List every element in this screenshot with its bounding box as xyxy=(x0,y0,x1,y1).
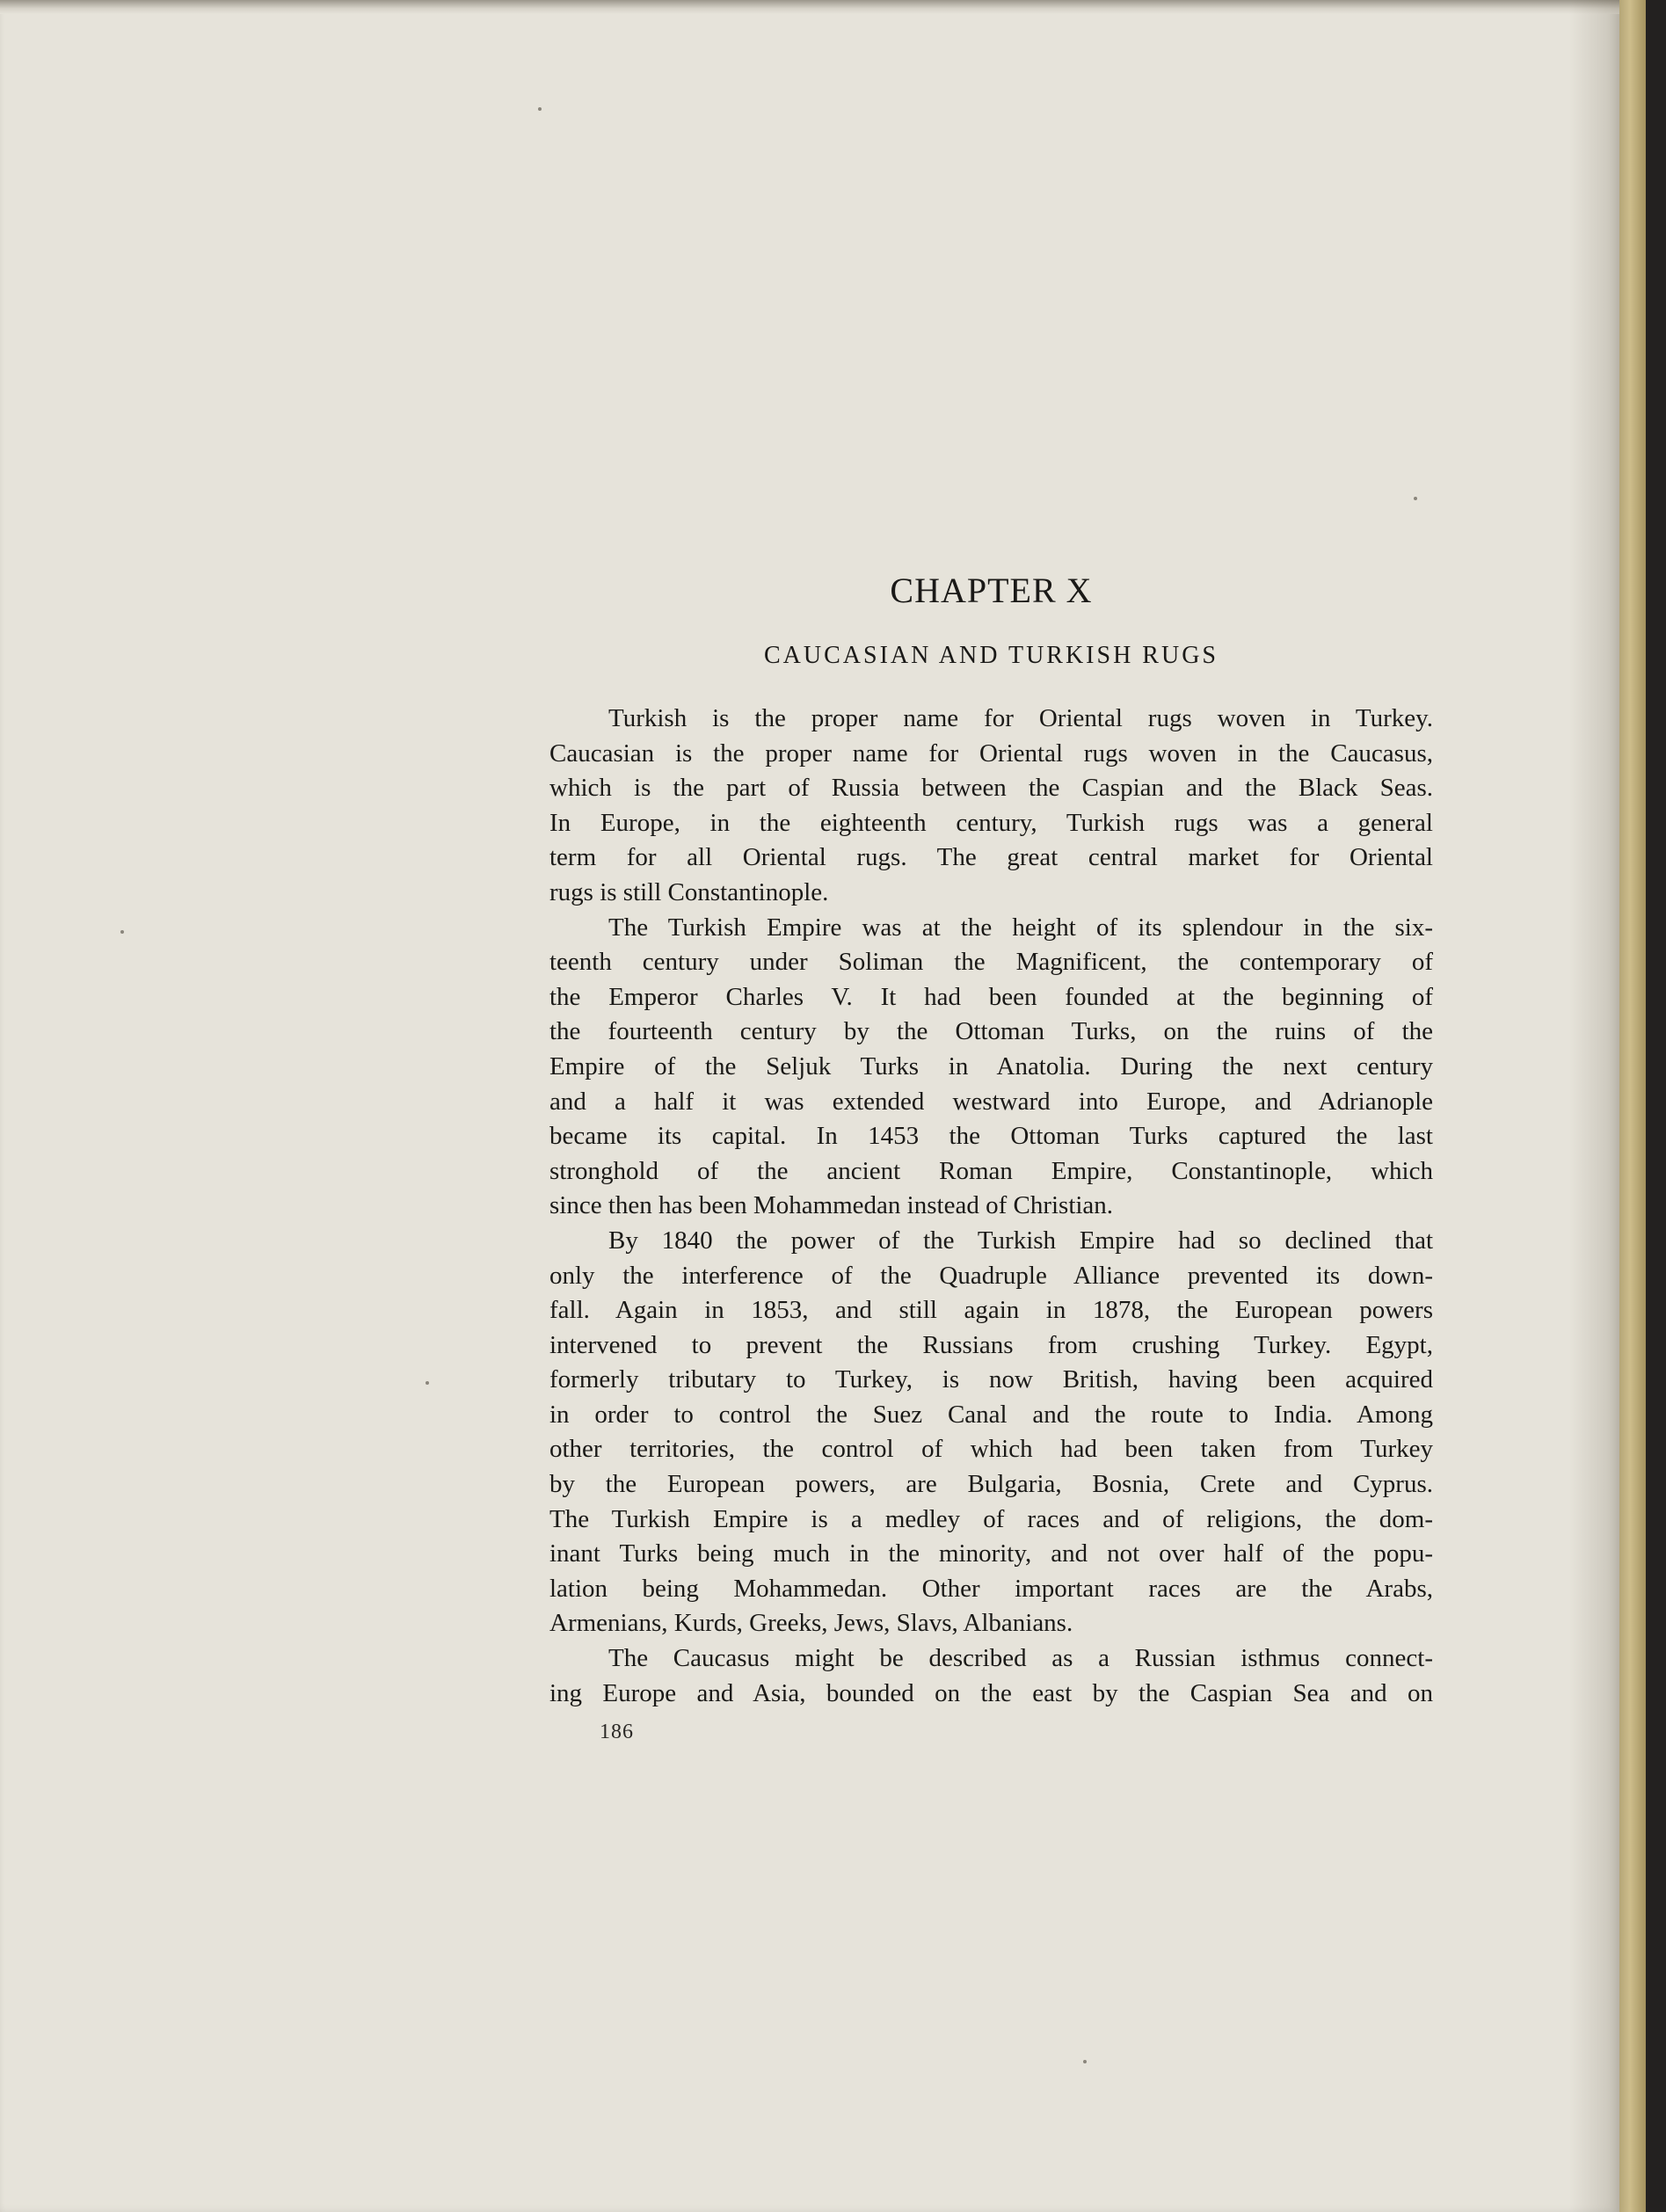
text-line: by the European powers, are Bulgaria, Bosnia, Crete and Cyprus. xyxy=(549,1470,1433,1499)
text-line: stronghold of the ancient Roman Empire, Constantinople, which xyxy=(549,1156,1433,1185)
text-line: The Caucasus might be described as a Russian isthmus connect- xyxy=(608,1644,1433,1673)
page-top-edge xyxy=(0,0,1619,14)
text-line: rugs is still Constantinople. xyxy=(549,877,829,906)
text-line: Turkish is the proper name for Oriental rugs woven in Turkey. xyxy=(608,704,1433,732)
chapter-subtitle: CAUCASIAN AND TURKISH RUGS xyxy=(764,642,1219,669)
text-line: inant Turks being much in the minority, and not over half of the popu- xyxy=(549,1539,1433,1568)
text-line: and a half it was extended westward into Europe, and Adrianople xyxy=(549,1087,1433,1116)
text-line: ing Europe and Asia, bounded on the east by the Caspian Sea and on xyxy=(549,1678,1433,1707)
paper-speck xyxy=(426,1381,429,1385)
paragraph-4 xyxy=(549,1641,1433,1711)
paper-speck xyxy=(120,930,124,934)
text-line: since then has been Mohammedan instead of Christian. xyxy=(549,1191,1114,1220)
paragraph-3 xyxy=(549,1224,1433,1641)
text-line: In Europe, in the eighteenth century, Turkish rugs was a general xyxy=(549,808,1433,837)
paragraph-2 xyxy=(549,911,1433,1224)
text-line: Armenians, Kurds, Greeks, Jews, Slavs, Albanians. xyxy=(549,1609,1073,1638)
text-line: The Turkish Empire is a medley of races and of religions, the dom- xyxy=(549,1504,1433,1533)
book-cover-edge xyxy=(1646,0,1666,2212)
next-page-edge xyxy=(1619,0,1646,2212)
text-line: The Turkish Empire was at the height of its splendour in the six- xyxy=(608,913,1433,942)
text-line: Caucasian is the proper name for Oriental rugs woven in the Caucasus, xyxy=(549,739,1433,768)
text-line: which is the part of Russia between the Caspian and the Black Seas. xyxy=(549,774,1433,803)
paragraph-1 xyxy=(549,702,1433,911)
spine-shadow xyxy=(1569,0,1619,2212)
paper-speck xyxy=(1083,2060,1087,2063)
text-line: intervened to prevent the Russians from crushing Turkey. Egypt, xyxy=(549,1330,1433,1359)
page-number: 186 xyxy=(600,1721,634,1743)
body-text xyxy=(549,702,1433,1711)
text-line: By 1840 the power of the Turkish Empire had so declined that xyxy=(608,1226,1433,1255)
text-line: only the interference of the Quadruple Alliance prevented its down- xyxy=(549,1261,1433,1290)
text-line: formerly tributary to Turkey, is now British, having been acquired xyxy=(549,1365,1433,1394)
text-line: the fourteenth century by the Ottoman Turks, on the ruins of the xyxy=(549,1017,1433,1046)
text-line: lation being Mohammedan. Other important races are the Arabs, xyxy=(549,1574,1433,1603)
chapter-title: CHAPTER X xyxy=(890,571,1093,610)
text-line: in order to control the Suez Canal and the route to India. Among xyxy=(549,1400,1433,1429)
text-line: term for all Oriental rugs. The great central market for Oriental xyxy=(549,843,1433,872)
text-line: the Emperor Charles V. It had been founded at the beginning of xyxy=(549,982,1433,1011)
paper-speck xyxy=(538,107,542,111)
text-line: teenth century under Soliman the Magnificent, the contemporary of xyxy=(549,948,1433,977)
text-line: other territories, the control of which had been taken from Turkey xyxy=(549,1435,1433,1464)
text-line: became its capital. In 1453 the Ottoman Turks captured the last xyxy=(549,1122,1433,1151)
paper-speck xyxy=(1414,497,1417,500)
text-line: Empire of the Seljuk Turks in Anatolia. During the next century xyxy=(549,1051,1433,1081)
text-line: fall. Again in 1853, and still again in 1878, the European powers xyxy=(549,1296,1433,1325)
